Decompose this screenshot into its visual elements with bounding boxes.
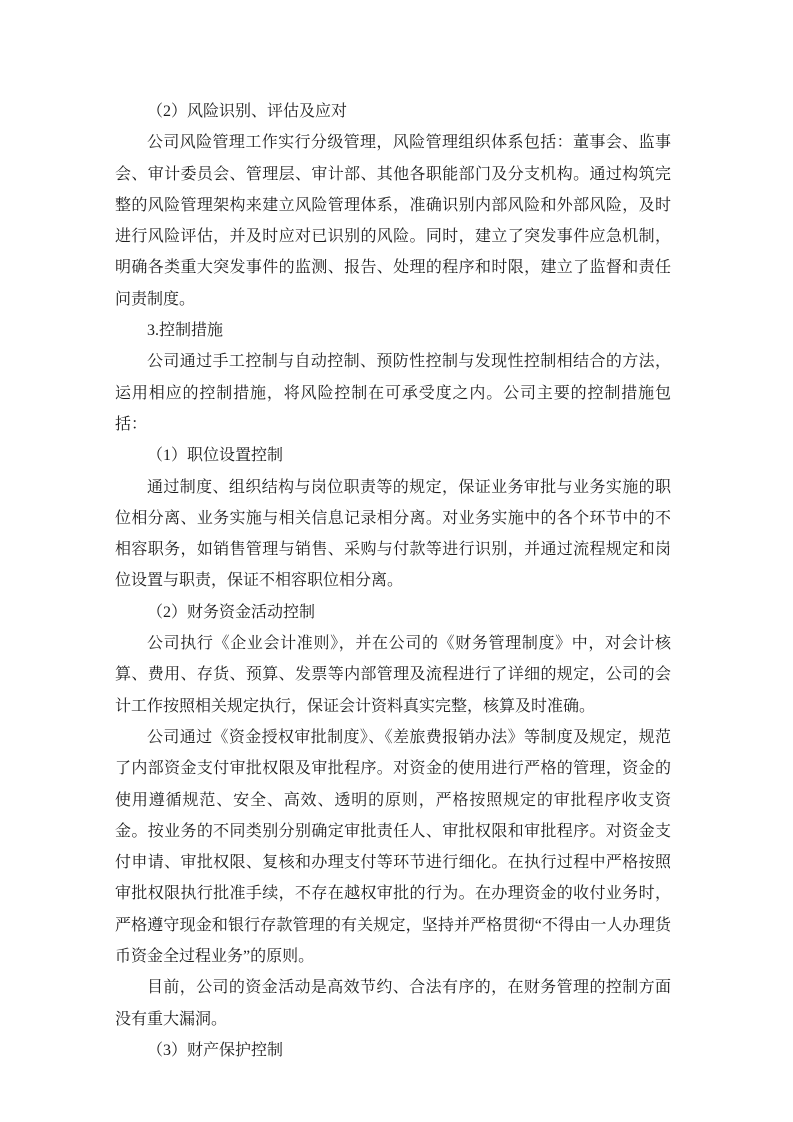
section-heading-control-measures: 3.控制措施 bbox=[147, 322, 224, 340]
subsection-heading-risk-identification: （2）风险识别、评估及应对 bbox=[147, 103, 348, 120]
body-paragraph-accounting-rules: 公司执行《企业会计准则》，并在公司的《财务管理制度》中，对会计核算、费用、存货、预算、发票等内部管理及流程进行了详细的规定，公司的会计工作按照相关规定执行，保证会计资料真实完整，核算及时准确。 bbox=[115, 635, 671, 715]
subsection-heading-finance-control: （2）财务资金活动控制 bbox=[147, 603, 316, 621]
document-content bbox=[115, 96, 671, 1066]
body-paragraph-position-separation: 通过制度、组织结构与岗位职责等的规定，保证业务审批与业务实施的职位相分离、业务实施与相关信息记录相分离。对业务实施中的各个环节中的不相容职务，如销售管理与销售、采购与付款等进行识别，并通过流程规定和岗位设置与职责，保证不相容职位相分离。 bbox=[115, 478, 671, 590]
body-paragraph-fund-approval: 公司通过《资金授权审批制度》、《差旅费报销办法》等制度及规定，规范了内部资金支付审批权限及审批程序。对资金的使用进行严格的管理，资金的使用遵循规范、安全、高效、透明的原则，严格按照规定的审批程序收支资金。按业务的不同类别分别确定审批责任人、审批权限和审批程序。对资金支付申请、审批权限、复核和办理支付等环节进行细化。在执行过程中严格按照审批权限执行批准手续，不存在越权审批的行为。在办理资金的收付业务时，严格遵守现金和银行存款管理的有关规定，坚持并严格贯彻“不得由一人办理货币资金全过程业务”的原则。 bbox=[115, 728, 671, 966]
subsection-heading-position-control: （1）职位设置控制 bbox=[147, 447, 284, 465]
body-paragraph-risk-management: 公司风险管理工作实行分级管理，风险管理组织体系包括：董事会、监事会、审计委员会、管理层、审计部、其他各职能部门及分支机构。通过构筑完整的风险管理架构来建立风险管理体系，准确识别内部风险和外部风险，及时进行风险评估，并及时应对已识别的风险。同时，建立了突发事件应急机制，明确各类重大突发事件的监测、报告、处理的程序和时限，建立了监督和责任问责制度。 bbox=[115, 134, 671, 308]
subsection-heading-property-protection: （3）财产保护控制 bbox=[147, 1041, 284, 1059]
body-paragraph-fund-status: 目前，公司的资金活动是高效节约、合法有序的，在财务管理的控制方面没有重大漏洞。 bbox=[115, 979, 671, 1028]
body-paragraph-control-methods: 公司通过手工控制与自动控制、预防性控制与发现性控制相结合的方法，运用相应的控制措施，将风险控制在可承受度之内。公司主要的控制措施包括： bbox=[115, 353, 671, 433]
